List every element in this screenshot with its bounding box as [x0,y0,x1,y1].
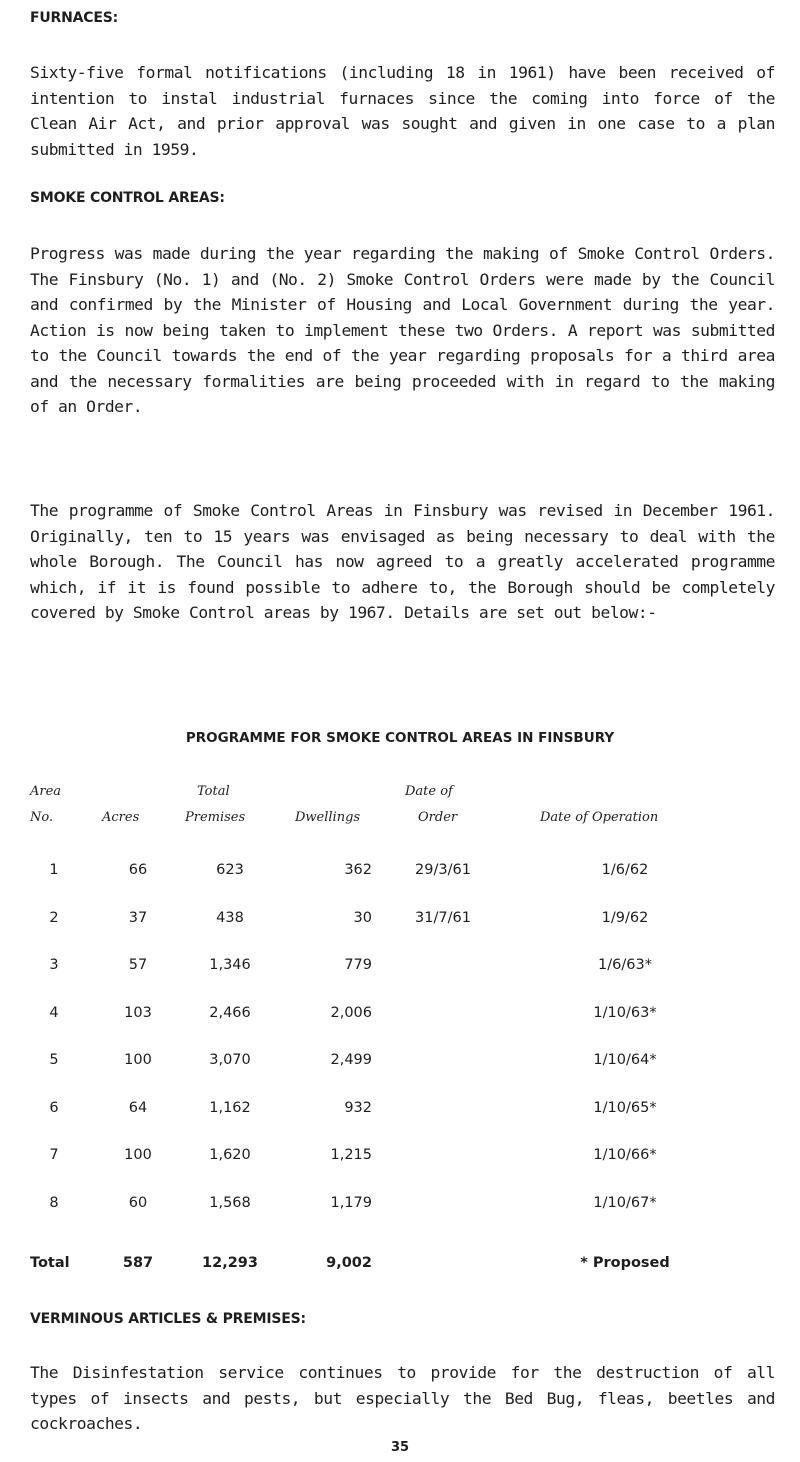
row-5-premises: 3,070 [209,1052,251,1068]
row-7-dwellings: 1,215 [330,1147,372,1163]
row-3-operation-date: 1/6/63* [598,957,652,973]
row-2-order-date: 31/7/61 [415,910,471,926]
header-order-line2: Order [418,810,458,825]
row-4-premises: 2,466 [209,1005,251,1021]
row-1-operation-date: 1/6/62 [601,862,649,878]
row-6-acres: 64 [128,1100,148,1116]
row-4-area: 4 [49,1005,59,1021]
row-5-dwellings: 2,499 [330,1052,372,1068]
row-3-acres: 57 [128,957,148,973]
total-label: Total [30,1255,70,1271]
smoke-control-heading: SMOKE CONTROL AREAS: [30,190,225,206]
row-6-area: 6 [49,1100,59,1116]
total-premises: 12,293 [202,1255,258,1271]
header-premises-line1: Total [197,784,230,799]
header-area-line1: Area [30,784,62,799]
row-1-order-date: 29/3/61 [415,862,471,878]
furnaces-heading: FURNACES: [30,10,118,26]
row-2-premises: 438 [216,910,244,926]
table-title: PROGRAMME FOR SMOKE CONTROL AREAS IN FINSBURY [185,730,615,746]
row-7-acres: 100 [124,1147,152,1163]
row-3-premises: 1,346 [209,957,251,973]
row-8-operation-date: 1/10/67* [593,1195,657,1211]
smoke-control-paragraph-2: The programme of Smoke Control Areas in Finsbury was revised in December 1961. Originally, ten to 15 years was envisaged as being necessary to deal with the whole Borough. The Council has now agreed to a greatly accelerated programme which, if it is found possible to adhere to, the Borough should be completely covered by Smoke Control areas by 1967. Details are set out below:- [30,501,775,622]
row-2-acres: 37 [128,910,148,926]
total-acres: 587 [122,1255,154,1271]
header-operation: Date of Operation [540,810,659,825]
row-2-dwellings: 30 [353,910,372,926]
row-8-dwellings: 1,179 [330,1195,372,1211]
row-6-premises: 1,162 [209,1100,251,1116]
row-1-acres: 66 [128,862,148,878]
row-5-area: 5 [49,1052,59,1068]
verminous-heading: VERMINOUS ARTICLES & PREMISES: [30,1311,306,1327]
total-dwellings: 9,002 [326,1255,372,1271]
row-7-premises: 1,620 [209,1147,251,1163]
header-area-line2: No. [30,810,54,825]
row-5-operation-date: 1/10/64* [593,1052,657,1068]
row-8-premises: 1,568 [209,1195,251,1211]
row-1-dwellings: 362 [344,862,372,878]
smoke-control-paragraph-1: Progress was made during the year regarding the making of Smoke Control Orders. The Finsbury (No. 1) and (No. 2) Smoke Control Orders were made by the Council and confirmed by the Minister of Housing and Local Government during the year. Action is now being taken to implement these two Orders. A report was submitted to the Council towards the end of the year regarding proposals for a third area and the necessary formalities are being proceeded with in regard to the making of an Order. [30,244,775,416]
row-4-operation-date: 1/10/63* [593,1005,657,1021]
row-4-dwellings: 2,006 [330,1005,372,1021]
row-3-area: 3 [49,957,59,973]
furnaces-paragraph: Sixty-five formal notifications (including 18 in 1961) have been received of intention to instal industrial furnaces since the coming into force of the Clean Air Act, and prior approval was sought and given in one case to a plan submitted in 1959. [30,63,775,159]
header-order-line1: Date of [405,784,453,799]
header-acres: Acres [102,810,140,825]
verminous-paragraph: The Disinfestation service continues to provide for the destruction of all types of insects and pests, but especially the Bed Bug, fleas, beetles and cockroaches. [30,1363,775,1433]
row-5-acres: 100 [124,1052,152,1068]
proposed-note: * Proposed [580,1255,670,1271]
row-2-area: 2 [49,910,59,926]
row-3-dwellings: 779 [344,957,372,973]
row-7-area: 7 [49,1147,59,1163]
header-premises-line2: Premises [185,810,246,825]
header-dwellings: Dwellings [295,810,361,825]
row-6-dwellings: 932 [344,1100,372,1116]
row-8-acres: 60 [128,1195,148,1211]
row-1-area: 1 [49,862,59,878]
row-2-operation-date: 1/9/62 [601,910,649,926]
row-7-operation-date: 1/10/66* [593,1147,657,1163]
page-number: 35 [390,1440,410,1455]
row-1-premises: 623 [216,862,244,878]
row-6-operation-date: 1/10/65* [593,1100,657,1116]
row-8-area: 8 [49,1195,59,1211]
row-4-acres: 103 [124,1005,152,1021]
